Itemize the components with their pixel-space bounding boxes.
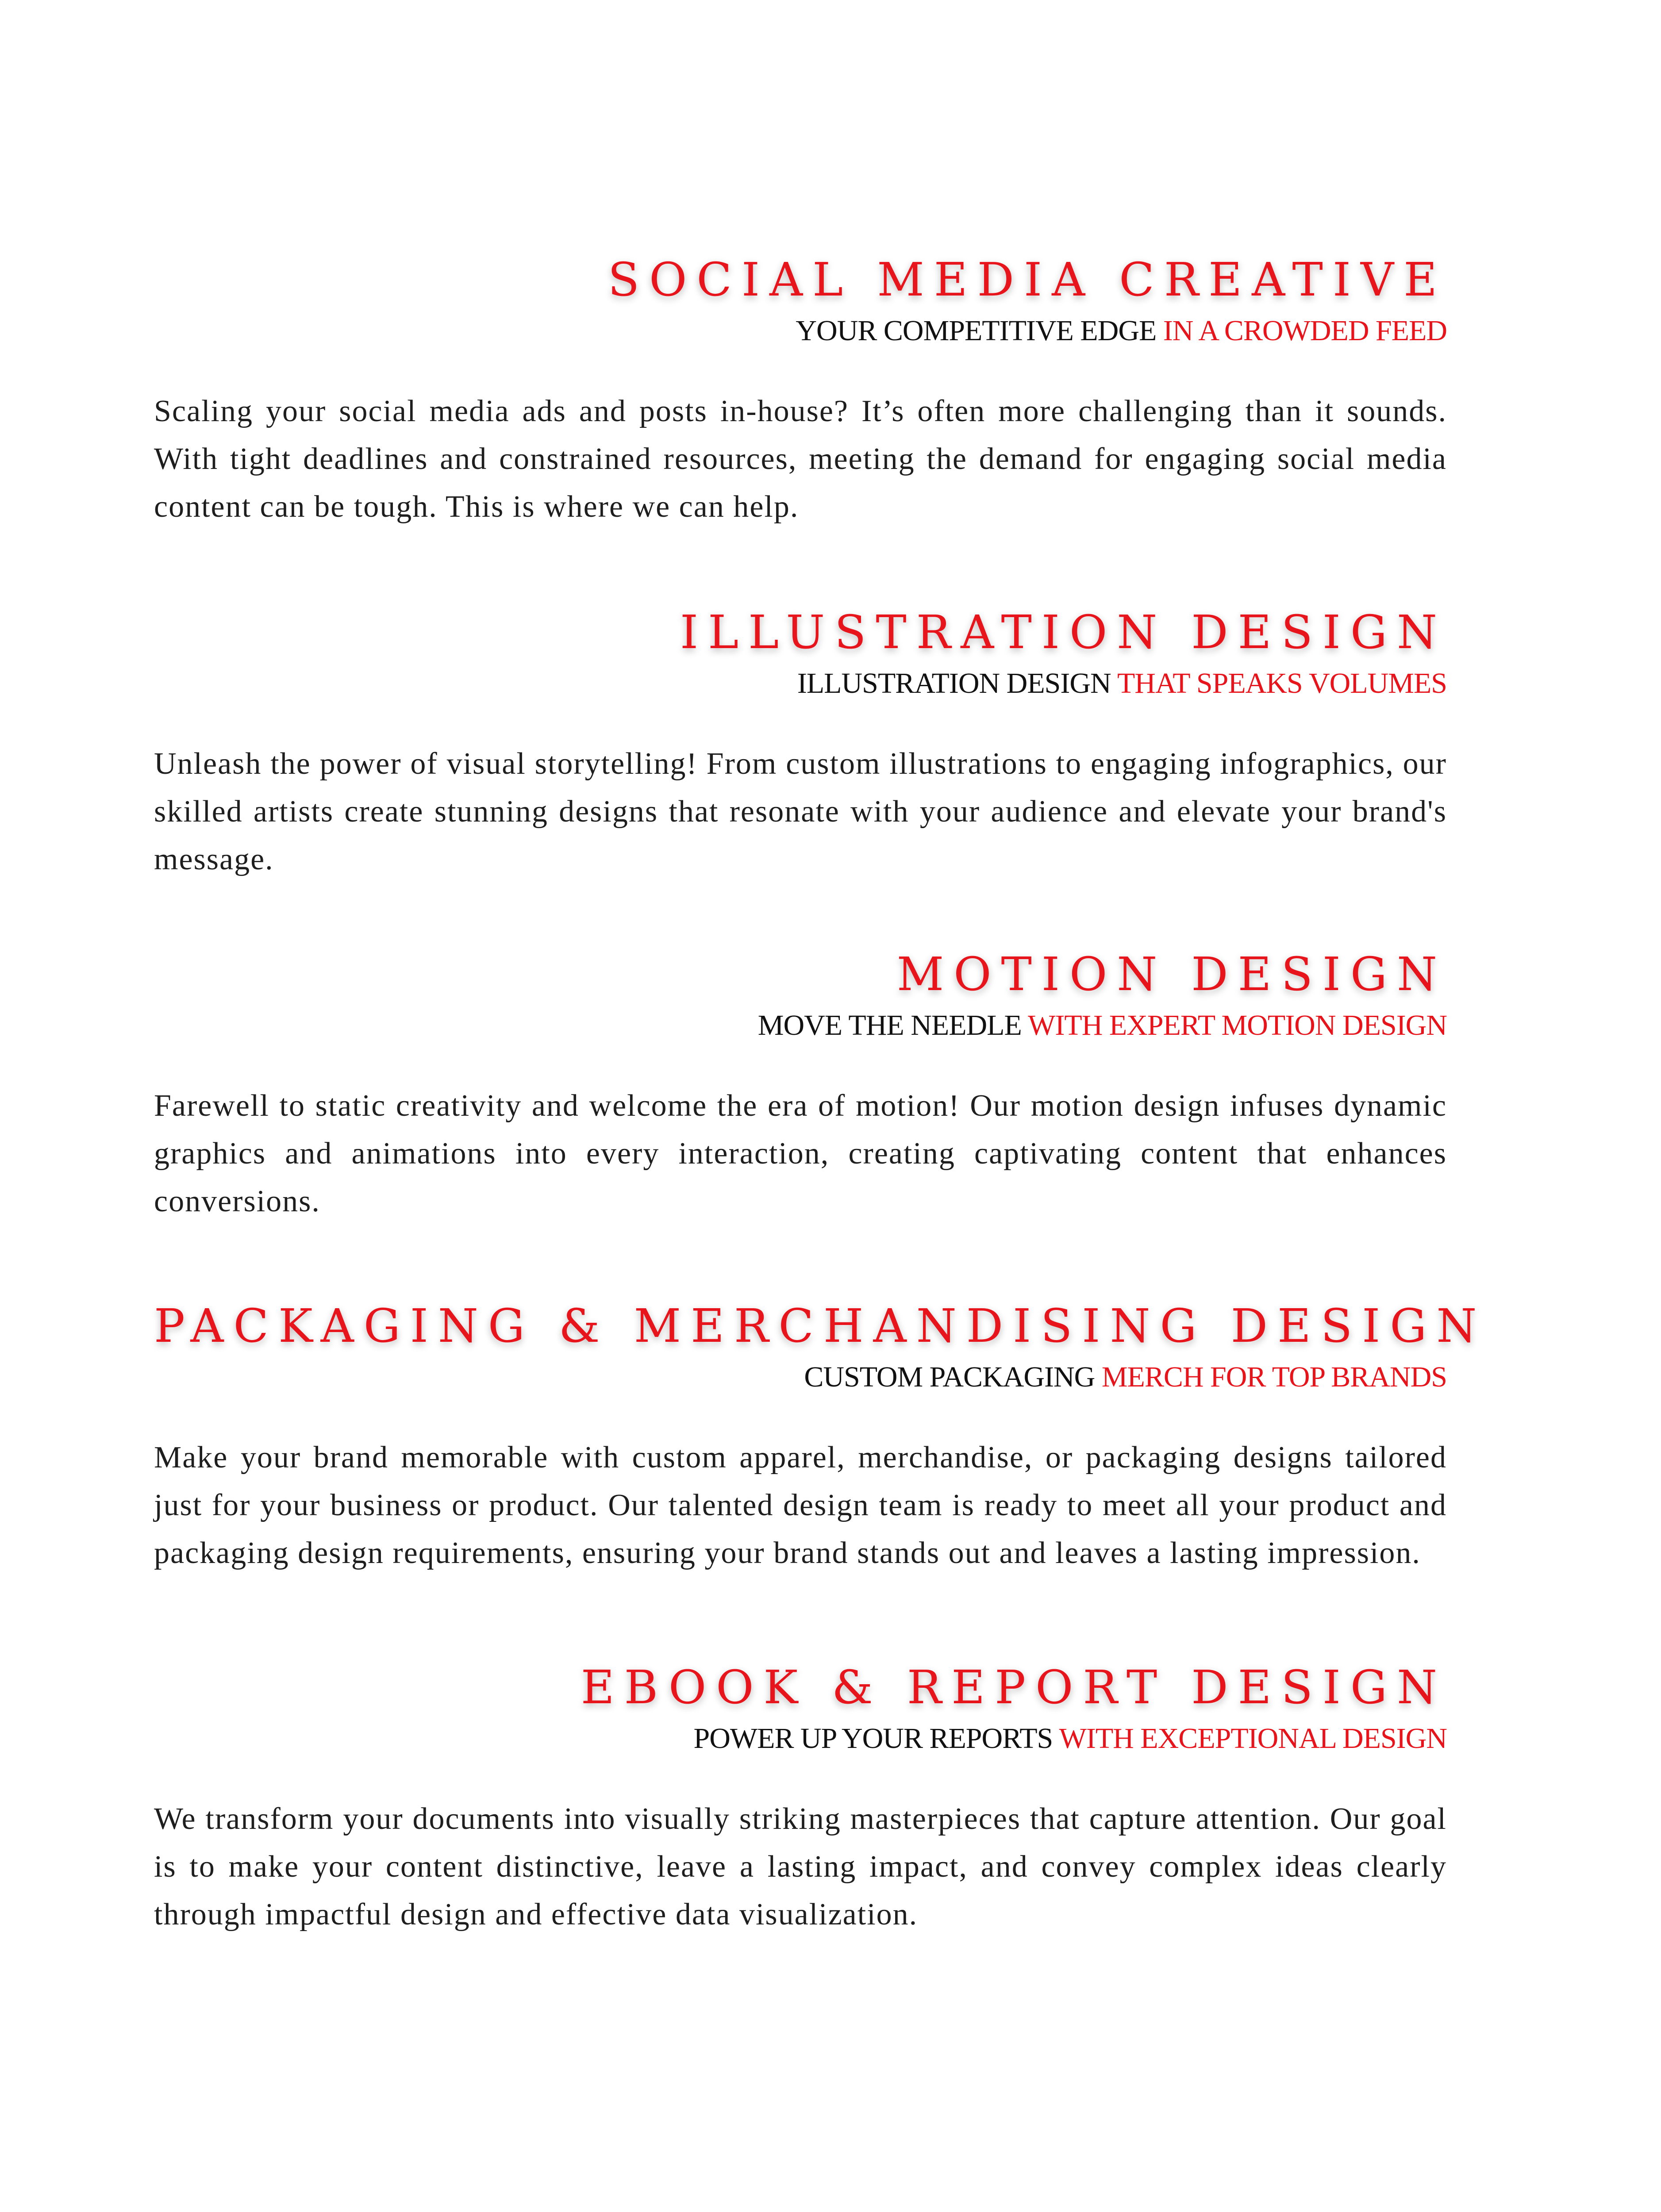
service-illustration-design [154,605,1447,883]
service-motion-design [154,947,1447,1225]
service-title: SOCIAL MEDIA CREATIVE [607,253,1447,307]
service-title: EBOOK & REPORT DESIGN [581,1660,1447,1714]
service-packaging-merchandising [154,1298,1487,1577]
service-description: We transform your documents into visually striking masterpieces that capture attention. Our goal is to make your content distinctive, leave a lasting impact, and convey complex ideas clearly through impactful design and effective data visualization. [154,1802,1447,1932]
service-subtitle-accent: WITH EXCEPTIONAL DESIGN [1059,1722,1447,1755]
service-description: Make your brand memorable with custom apparel, merchandise, or packaging designs tailored just for your business or product. Our talented design team is ready to meet all your product and packaging design requirements, ensuring your brand stands out and leaves a lasting impression. [154,1440,1447,1570]
service-description: Unleash the power of visual storytelling! From custom illustrations to engaging infographics, our skilled artists create stunning designs that resonate with your audience and elevate your brand's message. [154,747,1447,876]
service-subtitle-accent: MERCH FOR TOP BRANDS [1101,1361,1447,1393]
service-title: MOTION DESIGN [896,947,1447,1001]
service-title: PACKAGING & MERCHANDISING DESIGN [154,1299,1487,1353]
service-subtitle-dark: CUSTOM PACKAGING [804,1361,1095,1393]
service-subtitle-accent: WITH EXPERT MOTION DESIGN [1028,1009,1447,1041]
service-subtitle-accent: THAT SPEAKS VOLUMES [1117,667,1447,699]
service-ebook-report-design [154,1660,1447,1939]
service-subtitle-dark: ILLUSTRATION DESIGN [797,667,1111,699]
service-subtitle [154,1721,1447,1756]
service-description: Scaling your social media ads and posts in-house? It’s often more challenging than it sounds. With tight deadlines and constrained resources, meeting the demand for engaging social media content can be tough. This is where we can help. [154,394,1447,524]
service-title: ILLUSTRATION DESIGN [680,605,1447,659]
service-subtitle-accent: IN A CROWDED FEED [1163,315,1447,347]
service-subtitle [154,1359,1447,1395]
service-social-media-creative [154,252,1447,531]
service-description: Farewell to static creativity and welcome the era of motion! Our motion design infuses dynamic graphics and animations into every interaction, creating captivating content that enhances conversions. [154,1089,1447,1218]
service-subtitle [154,1008,1447,1043]
service-subtitle-dark: POWER UP YOUR REPORTS [693,1722,1053,1755]
service-subtitle [154,313,1447,349]
service-subtitle-dark: MOVE THE NEEDLE [757,1009,1022,1041]
service-subtitle-dark: YOUR COMPETITIVE EDGE [796,315,1157,347]
service-subtitle [154,666,1447,701]
